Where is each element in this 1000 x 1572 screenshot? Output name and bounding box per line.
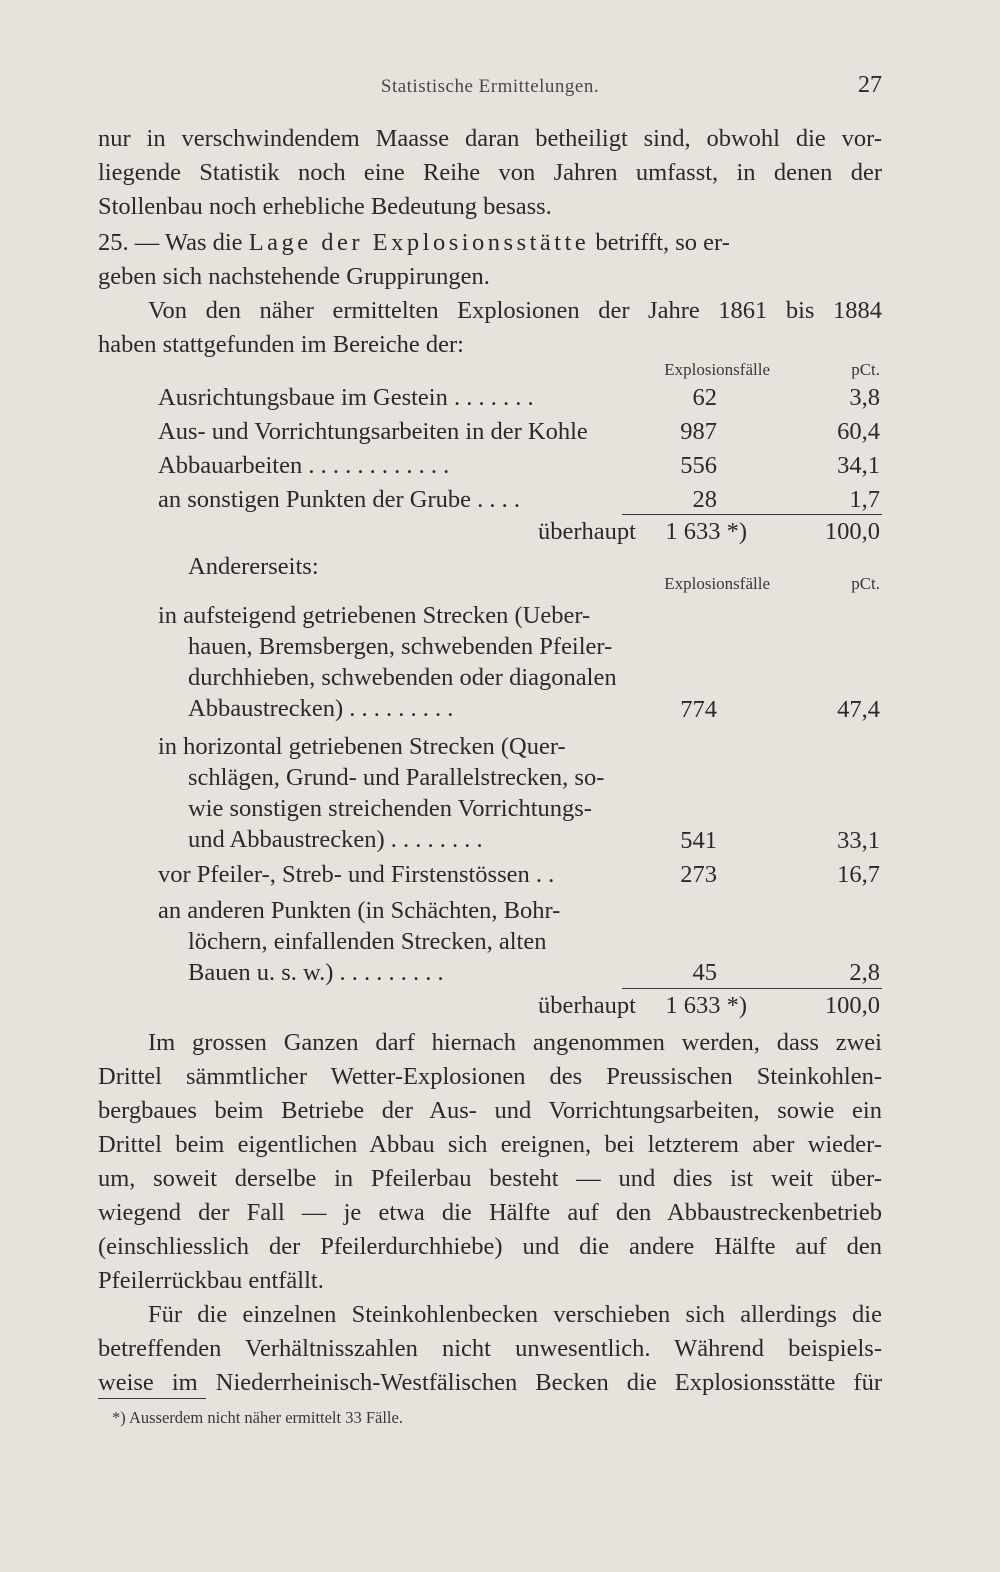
row-count: 556 [680,452,717,479]
total-label: überhaupt [538,518,636,545]
para3-line: um, soweit derselbe in Pfeilerbau besteht — und dies ist weit über- [98,1165,882,1192]
para3-line: wiegend der Fall — je etwa die Hälfte auf den Abbaustreckenbetrieb [98,1199,882,1226]
label-line: an anderen Punkten (in Schächten, Bohr- [158,897,561,924]
label-line: in aufsteigend getriebenen Strecken (Ueber- [158,602,591,629]
row-count: 273 [680,861,717,888]
row-pct: 2,8 [849,959,880,986]
table2-row3 [98,861,882,893]
para3-line: Im grossen Ganzen darf hiernach angenommen werden, dass zwei [148,1029,882,1056]
para3-line: (einschliesslich der Pfeilerdurchhiebe) und die andere Hälfte auf den [98,1233,882,1260]
intro-line-3: Stollenbau noch erhebliche Bedeutung besass. [98,193,552,220]
label-line: Bauen u. s. w.) . . . . . . . . . [188,959,444,986]
table1-row [98,452,882,484]
row-pct: 3,8 [849,384,880,411]
row-count: 45 [692,959,717,986]
label-line: wie sonstigen streichenden Vorrichtungs- [188,795,592,822]
total-label: überhaupt [538,992,636,1019]
table2-col-count: Explosionsfälle [664,574,770,593]
para4-line: Für die einzelnen Steinkohlenbecken verschieben sich allerdings die [148,1301,882,1328]
andererseits-label: Andererseits: [188,553,319,580]
row-pct: 16,7 [837,861,880,888]
row-pct: 1,7 [849,486,880,513]
page-header [98,70,882,104]
para3-line: Drittel beim eigentlichen Abbau sich ereignen, bei letzterem aber wieder- [98,1131,882,1158]
intro-line-2: liegende Statistik noch eine Reihe von Jahren umfasst, in denen der [98,159,882,186]
total-pct: 100,0 [824,518,880,545]
table1-column-headers [98,360,882,384]
para3-line: Drittel sämmtlicher Wetter-Explosionen des Preussischen Steinkohlen- [98,1063,882,1090]
table2-row1-values [98,696,882,728]
table2-total-row [98,992,882,1024]
para4-line: betreffenden Verhältnisszahlen nicht unwesentlich. Während beispiels- [98,1335,882,1362]
row-pct: 60,4 [837,418,880,445]
footnote-rule [98,1398,206,1399]
table1-row [98,384,882,416]
row-count: 541 [680,827,717,854]
label-line: hauen, Bremsbergen, schwebenden Pfeiler- [188,633,613,660]
table1-col-count: Explosionsfälle [664,360,770,379]
row-count: 774 [680,696,717,723]
table2-row2-values [98,827,882,859]
total-pct: 100,0 [824,992,880,1019]
page-number: 27 [858,72,882,98]
table1-total-row [98,518,882,550]
table2-column-headers [98,574,882,598]
running-title: Statistische Ermittelungen. [380,76,600,97]
para3-last-line: Pfeilerrückbau entfällt. [98,1267,324,1294]
section-25-line-2: geben sich nachstehende Gruppirungen. [98,263,490,290]
para3-line: bergbaues beim Betriebe der Aus- und Vorrichtungsarbeiten, sowie ein [98,1097,882,1124]
label-line: löchern, einfallenden Strecken, alten [188,928,547,955]
row-label: Abbauarbeiten . . . . . . . . . . . . [158,452,450,479]
total-count: 1 633 *) [665,518,747,545]
intro-line-1: nur in verschwindendem Maasse daran betheiligt sind, obwohl die vor- [98,125,882,152]
label-line: durchhieben, schwebenden oder diagonalen [188,664,617,691]
row-label: Ausrichtungsbaue im Gestein . . . . . . . [158,384,534,411]
section-rest: betrifft, so er- [595,229,730,256]
section-25-heading-line [98,226,882,261]
total-count: 1 633 *) [665,992,747,1019]
row-label: Aus- und Vorrichtungsarbeiten in der Kohle [158,418,588,445]
section-spaced-term: Lage der Explosionsstätte [248,229,590,256]
para2-line-1: Von den näher ermittelten Explosionen der Jahre 1861 bis 1884 [148,297,882,324]
section-number: 25. [98,229,129,256]
row-pct: 34,1 [837,452,880,479]
row-pct: 47,4 [837,696,880,723]
label-line: schlägen, Grund- und Parallelstrecken, so- [188,764,605,791]
table2-sum-rule [622,988,882,989]
section-dash: — Was die [134,229,243,256]
row-label: an sonstigen Punkten der Grube . . . . [158,486,520,513]
row-pct: 33,1 [837,827,880,854]
table2-row4-values [98,959,882,991]
para2-line-2: haben stattgefunden im Bereiche der: [98,331,464,358]
label-line: Abbaustrecken) . . . . . . . . . [188,695,454,722]
row-label: vor Pfeiler-, Streb- und Firstenstössen . . [158,861,555,888]
label-line: in horizontal getriebenen Strecken (Quer- [158,733,566,760]
table1-row [98,418,882,450]
row-count: 62 [692,384,717,411]
para4-line: weise im Niederrheinisch-Westfälischen Becken die Explosionsstätte für [98,1369,882,1396]
label-line: und Abbaustrecken) . . . . . . . . [188,826,483,853]
footnote: *) Ausserdem nicht näher ermittelt 33 Fälle. [112,1408,403,1427]
table1-sum-rule [622,514,882,515]
row-count: 987 [680,418,717,445]
row-count: 28 [692,486,717,513]
table1-col-pct: pCt. [851,360,880,379]
table2-col-pct: pCt. [851,574,880,593]
